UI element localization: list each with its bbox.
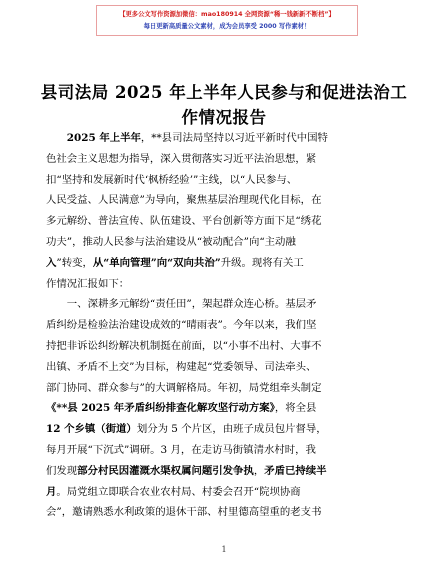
- text-run: 部门协同、群众参与”的大调解格局。年初，局党组牵头制定: [46, 381, 322, 394]
- promo-banner: [96, 5, 358, 36]
- text-run: 持把非诉讼纠纷解决机制挺在前面，以“小事不出村、大事不: [46, 339, 322, 352]
- text-run: 升级。现将有关工: [220, 256, 304, 269]
- text-line: [46, 170, 406, 191]
- body-paragraph: [46, 294, 406, 523]
- text-run: 。局党组立即联合农业农村局、村委会召开“院坝协商: [56, 485, 301, 498]
- text-line: [46, 378, 406, 399]
- text-run: ，将全县: [274, 402, 317, 415]
- bold-text: 从“单向管理”向“双向共治”: [92, 256, 221, 269]
- text-run: 扣“坚持和发展新时代‘枫桥经验’”主线，以“人民参与、: [46, 173, 298, 186]
- text-run: 功夫”，推动人民参与法治建设从“被动配合”向“主动融: [46, 235, 296, 248]
- title-line-2: 作情况报告: [181, 108, 267, 127]
- text-run: 盾纠纷是检验法治建设成效的“晴雨表”。今年以来，我们坚: [46, 319, 317, 332]
- text-line: [46, 482, 406, 503]
- text-line: [46, 149, 406, 170]
- bold-text: 12 个乡镇（街道）: [46, 423, 137, 436]
- text-line: [46, 128, 406, 149]
- text-line: [46, 502, 406, 523]
- text-run: 出镇、矛盾不上交”为目标，构建起“党委领导、司法牵头、: [46, 360, 317, 373]
- text-run: 们发现: [46, 464, 78, 477]
- text-run: 一、深耕多元解纷“责任田”，架起群众连心桥。基层矛: [66, 298, 317, 311]
- banner-line-2: 每日更新高质量公文素材，成为会员享受 2000 写作素材！: [143, 23, 311, 30]
- banner-line-1: 【更多公文写作资源加微信：mao180914 全网资源“稀一钱新新不断档”】: [119, 11, 335, 18]
- document-body: [46, 128, 406, 523]
- page-number: 1: [221, 545, 227, 554]
- text-run: 会”，邀请熟悉水利政策的退休干部、村里德高望重的老支书: [46, 506, 322, 519]
- text-line: [46, 357, 406, 378]
- text-run: 多元解纷、普法宣传、队伍建设、平台创新等方面下足“绣花: [46, 215, 322, 228]
- text-line: [46, 211, 406, 232]
- text-line: [46, 398, 406, 419]
- text-line: [46, 440, 406, 461]
- text-run: ，: [253, 464, 265, 477]
- text-line: [46, 461, 406, 482]
- text-line: [46, 419, 406, 440]
- text-line: [46, 294, 406, 315]
- bold-text: 《**县 2025 年矛盾纠纷排查化解攻坚行动方案》: [46, 402, 275, 415]
- text-line: [46, 274, 406, 295]
- text-line: [46, 232, 406, 253]
- text-run: ”转变，: [56, 256, 93, 269]
- text-run: 划分为 5 个片区，由班子成员包片督导，: [136, 423, 327, 436]
- bold-text: 月: [46, 485, 57, 498]
- text-line: [46, 315, 406, 336]
- body-paragraph: [46, 128, 406, 294]
- text-run: 人民受益、人民满意”为导向，聚焦基层治理现代化目标，在: [46, 194, 322, 207]
- text-line: [46, 253, 406, 274]
- text-line: [46, 190, 406, 211]
- bold-text: 入: [46, 256, 57, 269]
- text-line: [46, 336, 406, 357]
- text-run: ，**县司法局坚持以习近平新时代中国特: [140, 132, 328, 144]
- text-run: 作情况汇报如下：: [46, 277, 130, 290]
- bold-text: 矛盾已持续半: [264, 464, 327, 477]
- bold-text: 2025 年上半年: [66, 132, 141, 144]
- document-title: [40, 80, 408, 130]
- text-run: 色社会主义思想为指导，深入贯彻落实习近平法治思想，紧: [46, 152, 317, 165]
- title-line-1: 县司法局 2025 年上半年人民参与和促进法治工: [40, 83, 408, 102]
- bold-text: 部分村民因灌溉水渠权属问题引发争执: [77, 464, 254, 477]
- text-run: 每月开展“下沉式”调研。3 月，在走访马街镇清水村时，我: [46, 443, 316, 456]
